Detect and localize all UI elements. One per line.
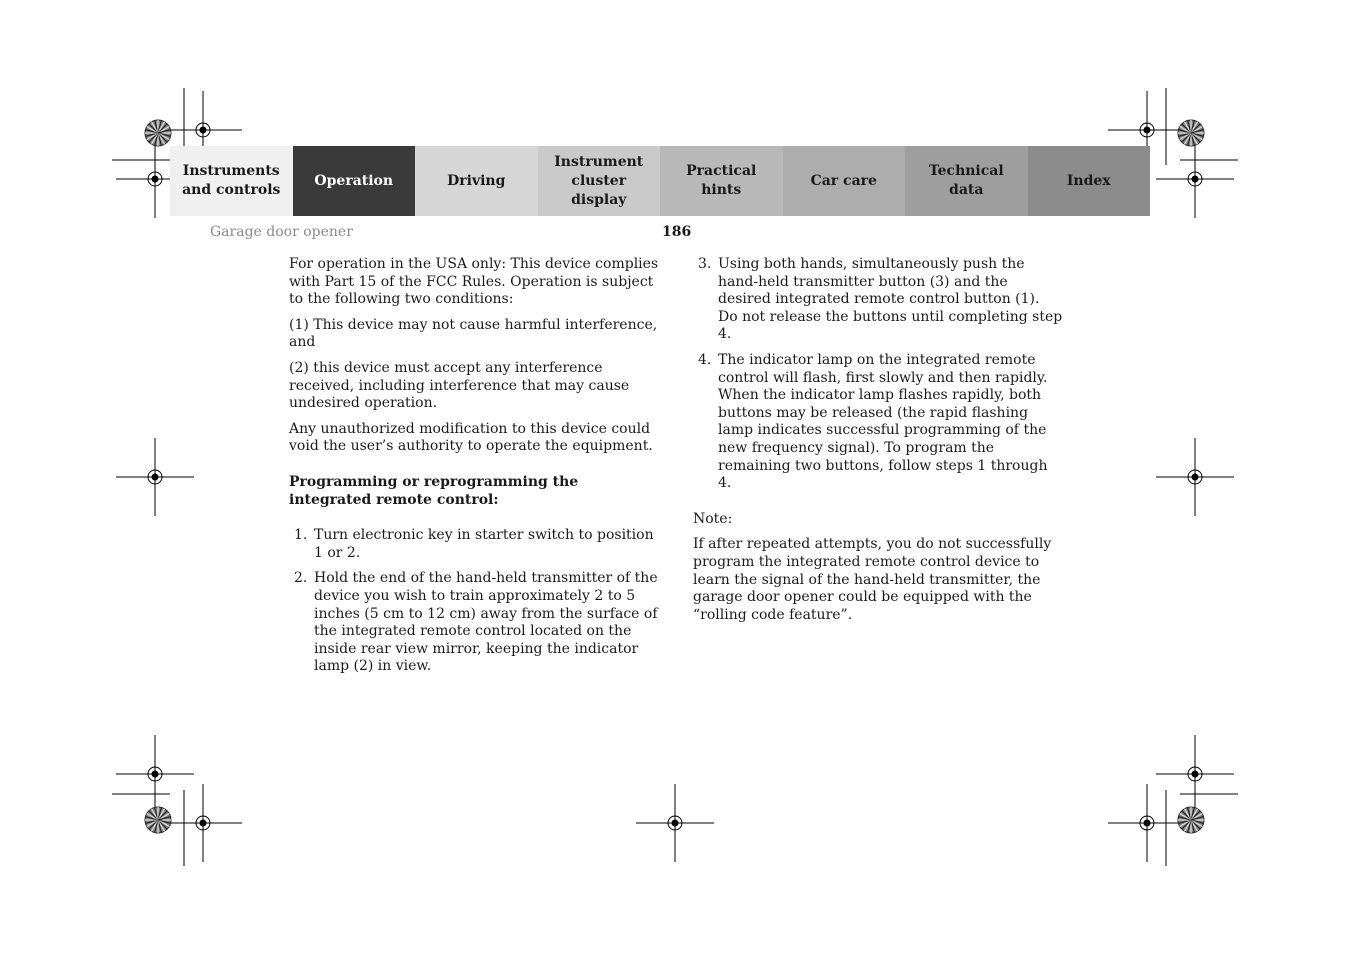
- crosshair-mark: [116, 735, 194, 813]
- tab-label: [542, 153, 657, 210]
- step-number: 3.: [698, 256, 712, 272]
- tab-label-line: Driving: [447, 172, 506, 189]
- chapter-tab-bar: [170, 146, 1180, 216]
- list-item: [289, 570, 659, 676]
- steps-list-left: [289, 527, 659, 676]
- tab-label-line: data: [949, 182, 984, 198]
- condition-2: (2) this device must accept any interference received, including interference that may cause undesired operation.: [289, 359, 630, 412]
- tab-label-line: Technical: [928, 163, 1004, 179]
- tab-label-line: Instruments: [182, 163, 280, 179]
- tab-label: [1067, 172, 1111, 191]
- tab-label: [314, 172, 393, 191]
- color-wheel-mark: [145, 120, 171, 146]
- modification-warning: Any unauthorized modification to this device could void the user’s authority to operate the equipment.: [289, 420, 653, 455]
- step-text: The indicator lamp on the integrated remote control will flash, first slowly and then rapidly. When the indicator lamp flashes rapidly, both buttons may be released (the rapid flashing lamp indicates successful programming of the new frequency signal). To program the remaining two buttons, follow steps 1 through 4.: [718, 351, 1048, 492]
- step-number: 4.: [698, 351, 712, 368]
- left-column: [289, 256, 659, 684]
- step-text: Using both hands, simultaneously push the hand-held transmitter button (3) and the desired integrated remote control button (1). Do not release the buttons until completing step 4.: [718, 256, 1063, 343]
- tab-label: [811, 172, 877, 191]
- list-item: [289, 527, 659, 562]
- steps-list-right: [693, 256, 1063, 493]
- note-label: Note:: [693, 510, 733, 527]
- tab-operation[interactable]: [293, 146, 416, 216]
- condition-1: (1) This device may not cause harmful interference, and: [289, 316, 658, 351]
- tab-label-line: Car care: [810, 172, 877, 189]
- tab-car-care[interactable]: [783, 146, 906, 216]
- note-text: If after repeated attempts, you do not successfully program the integrated remote control device to learn the signal of the hand-held transmitter, the garage door opener could be equipped with the “rolling code feature”.: [693, 536, 1052, 623]
- section-title: Garage door opener: [210, 224, 353, 240]
- step-text: Hold the end of the hand-held transmitter of the device you wish to train approximately 2 to 5 inches (5 cm to 12 cm) away from the surface of the integrated remote control located on the inside rear view mirror, keeping the indicator lamp (2) in view.: [314, 570, 658, 675]
- crosshair-mark: [1156, 735, 1234, 813]
- tab-label-line: cluster display: [571, 172, 627, 208]
- tab-label: [929, 162, 1004, 200]
- crosshair-mark: [1156, 438, 1234, 516]
- fcc-paragraph: For operation in the USA only: This device complies with Part 15 of the FCC Rules. Operation is subject to the following two conditions:: [289, 256, 659, 308]
- list-item: [693, 352, 1063, 493]
- tab-index[interactable]: [1028, 146, 1151, 216]
- list-item: [693, 256, 1063, 344]
- tab-label-line: Practical hints: [686, 163, 757, 198]
- tab-instruments-and-controls[interactable]: [170, 146, 293, 216]
- tab-instrument-cluster-display[interactable]: [538, 146, 661, 216]
- programming-heading: Programming or reprogramming the integrated remote control:: [289, 473, 579, 508]
- tab-label-line: Operation: [314, 172, 394, 189]
- tab-practical-hints[interactable]: [660, 146, 783, 216]
- crosshair-mark: [636, 784, 714, 862]
- tab-label-line: Index: [1066, 172, 1111, 189]
- step-text: Turn electronic key in starter switch to position 1 or 2.: [314, 527, 654, 561]
- crosshair-mark: [116, 438, 194, 516]
- tab-label: [447, 172, 505, 191]
- crosshair-mark: [164, 784, 242, 862]
- color-wheel-mark: [145, 807, 171, 833]
- tab-technical-data[interactable]: [905, 146, 1028, 216]
- step-number: 2.: [294, 570, 308, 587]
- tab-label-line: Instrument: [554, 153, 644, 170]
- right-column: [693, 256, 1063, 632]
- page-number: 186: [662, 224, 692, 240]
- tab-label-line: and controls: [182, 182, 281, 198]
- tab-label: [664, 162, 779, 200]
- step-number: 1.: [294, 527, 308, 544]
- tab-label: [182, 162, 280, 200]
- crosshair-mark: [1108, 784, 1186, 862]
- tab-driving[interactable]: [415, 146, 538, 216]
- color-wheel-mark: [1178, 807, 1204, 833]
- color-wheel-mark: [1178, 120, 1204, 146]
